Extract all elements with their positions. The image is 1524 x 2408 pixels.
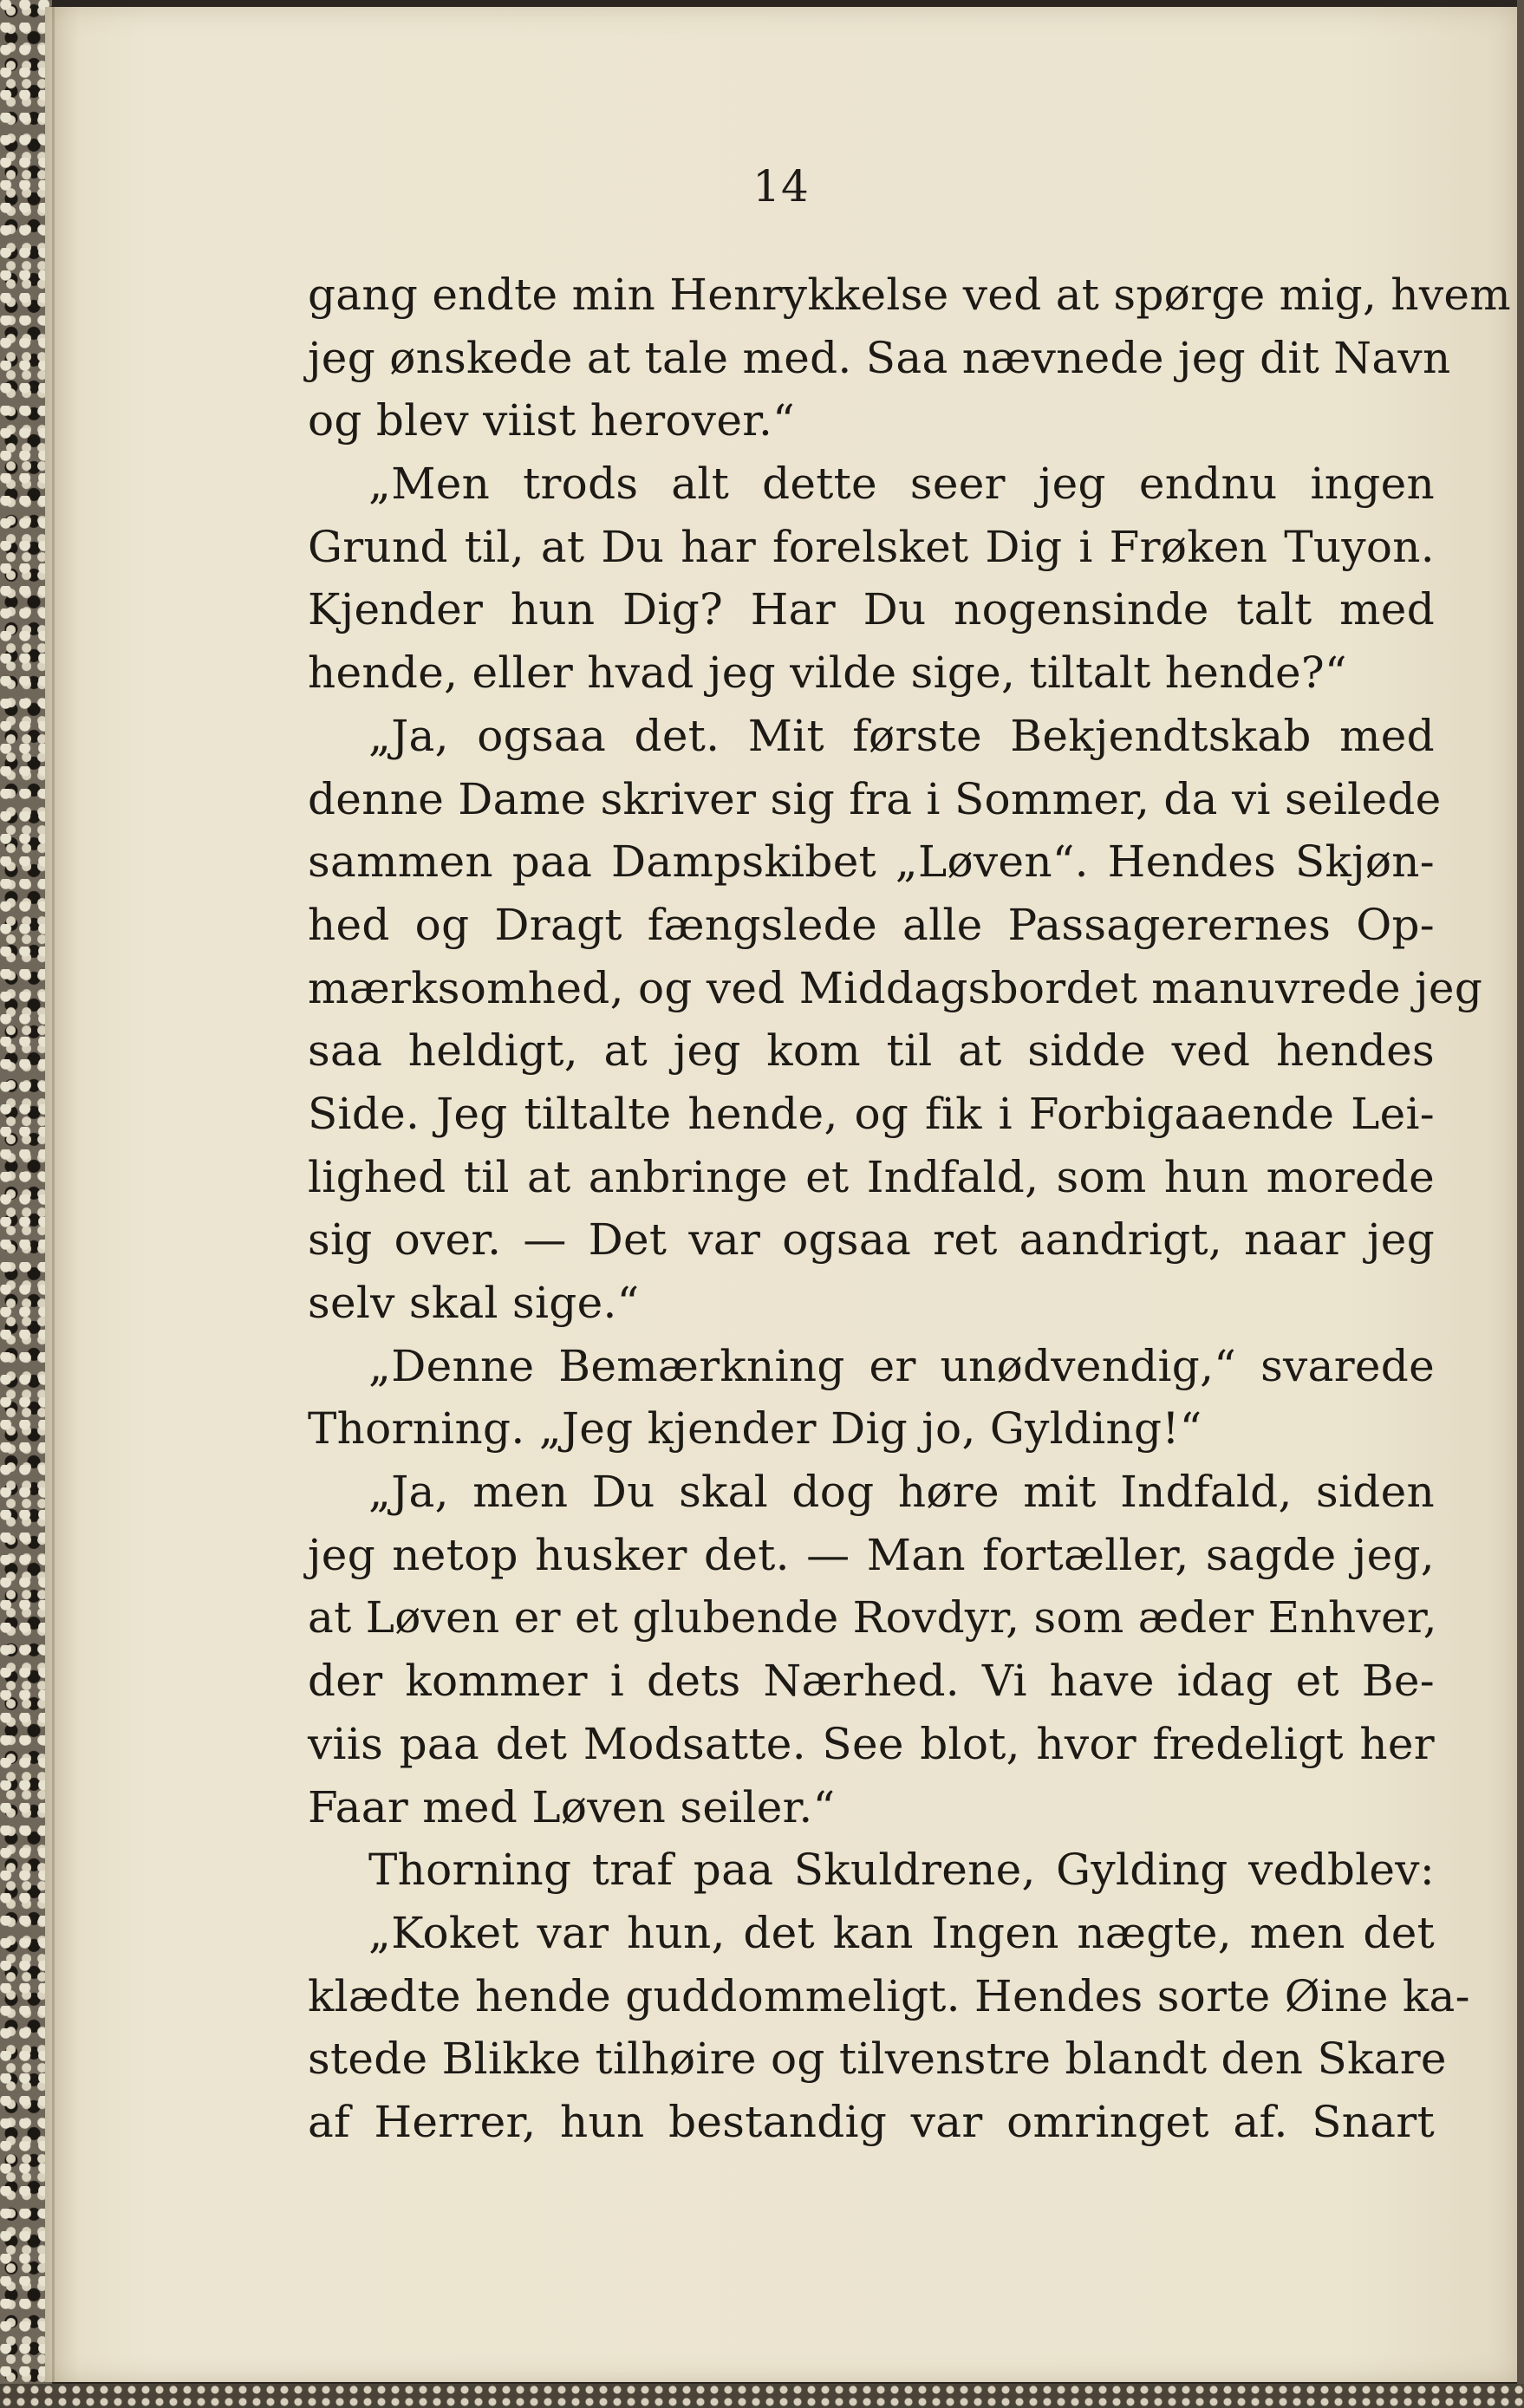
text-line: hende, eller hvad jeg vilde sige, tiltalt hende?“ <box>308 648 1347 699</box>
text-line: selv skal sige.“ <box>308 1278 640 1328</box>
page-fold <box>52 7 55 2382</box>
text-line: jeg netop husker det. — Man fortæller, sagde jeg, <box>308 1529 1435 1580</box>
text-line: Grund til, at Du har forelsket Dig i Frøken Tuyon. <box>308 521 1435 572</box>
text-line: jeg ønskede at tale med. Saa nævnede jeg dit Navn <box>308 332 1451 383</box>
text-line: sammen paa Dampskibet „Løven“. Hendes Skjøn- <box>308 836 1435 888</box>
text-line: saa heldigt, at jeg kom til at sidde ved hendes <box>308 1025 1435 1077</box>
book-edge-right <box>1517 0 1524 2408</box>
text-line: stede Blikke tilhøire og tilvenstre blandt den Skare <box>308 2034 1447 2085</box>
text-line: Thorning. „Jeg kjender Dig jo, Gylding!“ <box>308 1403 1202 1455</box>
text-line: mærksomhed, og ved Middagsbordet manuvrede jeg <box>308 962 1483 1013</box>
text-line: viis paa det Modsatte. See blot, hvor fredeligt her <box>308 1718 1435 1769</box>
book-page <box>45 7 1517 2382</box>
text-line: „Ja, ogsaa det. Mit første Bekjendtskab med <box>368 710 1435 761</box>
text-line: lighed til at anbringe et Indfald, som hun morede <box>308 1151 1435 1202</box>
book-edge-left <box>0 0 52 2408</box>
text-line: sig over. — Det var ogsaa ret aandrigt, naar jeg <box>308 1214 1435 1266</box>
text-line: „Koket var hun, det kan Ingen nægte, men det <box>368 1907 1435 1958</box>
text-line: denne Dame skriver sig fra i Sommer, da vi seilede <box>308 773 1442 824</box>
text-line: Thorning traf paa Skuldrene, Gylding vedblev: <box>368 1845 1435 1896</box>
book-edge-bottom <box>0 2384 1524 2408</box>
text-line: at Løven er et glubende Rovdyr, som æder Enhver, <box>308 1592 1437 1643</box>
text-line: klædte hende guddommeligt. Hendes sorte Øine ka- <box>308 1970 1470 2021</box>
text-line: „Men trods alt dette seer jeg endnu ingen <box>368 459 1435 510</box>
text-line: Kjender hun Dig? Har Du nogensinde talt med <box>308 584 1435 635</box>
text-line: hed og Dragt fængslede alle Passagerernes Op- <box>308 899 1435 950</box>
text-line: der kommer i dets Nærhed. Vi have idag et Be- <box>308 1656 1435 1707</box>
text-line: Side. Jeg tiltalte hende, og fik i Forbigaaende Lei- <box>308 1088 1435 1139</box>
page-number: 14 <box>752 161 810 212</box>
text-line: af Herrer, hun bestandig var omringet af. Snart <box>308 2096 1435 2147</box>
text-line: og blev viist herover.“ <box>308 395 796 446</box>
body-text <box>308 264 1511 2154</box>
text-line: gang endte min Henrykkelse ved at spørge mig, hvem <box>308 270 1511 320</box>
text-line: „Denne Bemærkning er unødvendig,“ svarede <box>368 1340 1435 1391</box>
text-line: „Ja, men Du skal dog høre mit Indfald, siden <box>368 1467 1435 1518</box>
text-line: Faar med Løven seiler.“ <box>308 1781 836 1832</box>
